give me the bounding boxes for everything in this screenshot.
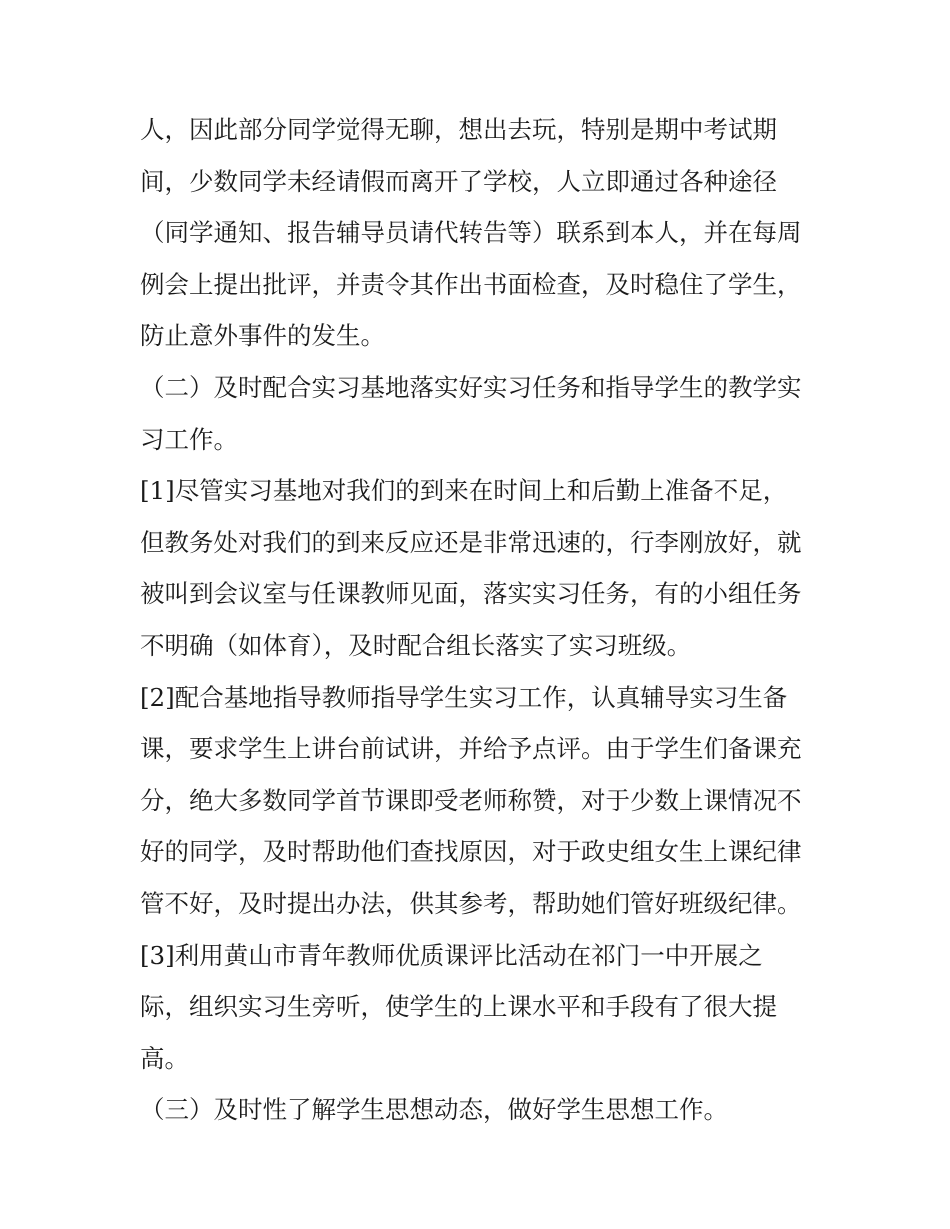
section-heading-2: （二）及时配合实习基地落实好实习任务和指导学生的教学实 [140, 372, 802, 402]
section-heading-2-cont: 习工作。 [140, 424, 238, 454]
document-body [140, 104, 820, 1136]
text-line: （同学通知、报告辅导员请代转告等）联系到本人，并在每周 [140, 218, 802, 248]
text-line: 人，因此部分同学觉得无聊，想出去玩，特别是期中考试期 [140, 115, 777, 144]
section-heading-3: （三）及时性了解学生思想动态，做好学生思想工作。 [140, 1095, 728, 1125]
text-line: 好的同学，及时帮助他们查找原因，对于政史组女生上课纪律 [140, 837, 802, 867]
item-3-line: [3]利用黄山市青年教师优质课评比活动在祁门一中开展之 [140, 940, 763, 970]
text-line: 课，要求学生上讲台前试讲，并给予点评。由于学生们备课充 [140, 734, 802, 764]
text-line: 间，少数同学未经请假而离开了学校，人立即通过各种途径 [140, 166, 777, 196]
text-line: 例会上提出批评，并责令其作出书面检查，及时稳住了学生， [140, 269, 802, 299]
text-line: 际，组织实习生旁听，使学生的上课水平和手段有了很大提 [140, 992, 777, 1022]
item-1-line: [1]尽管实习基地对我们的到来在时间上和后勤上准备不足， [140, 476, 788, 506]
text-line: 管不好，及时提出办法，供其参考，帮助她们管好班级纪律。 [140, 888, 802, 918]
text-line: 被叫到会议室与任课教师见面，落实实习任务，有的小组任务 [140, 579, 802, 609]
text-line: 不明确（如体育），及时配合组长落实了实习班级。 [140, 630, 692, 660]
text-line: 防止意外事件的发生。 [140, 321, 385, 351]
text-line: 但教务处对我们的到来反应还是非常迅速的，行李刚放好，就 [140, 527, 802, 557]
item-2-line: [2]配合基地指导教师指导学生实习工作，认真辅导实习生备 [140, 682, 788, 712]
text-line: 高。 [140, 1043, 189, 1073]
text-line: 分，绝大多数同学首节课即受老师称赞，对于少数上课情况不 [140, 785, 802, 815]
